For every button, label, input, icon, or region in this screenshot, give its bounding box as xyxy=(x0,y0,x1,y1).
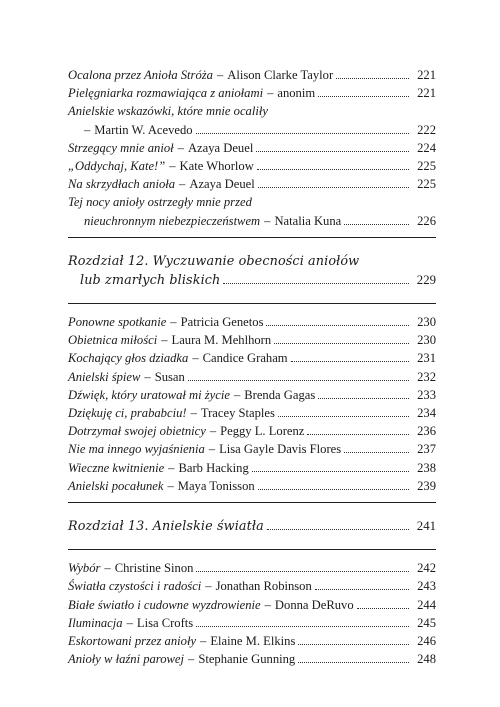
entry-title: Pielęgniarka rozmawiająca z aniołami xyxy=(68,86,264,101)
toc-entry-title-line xyxy=(68,102,436,120)
dot-leader xyxy=(267,529,409,530)
dot-leader xyxy=(307,434,409,435)
dot-leader xyxy=(298,644,409,645)
toc-entry: Eskortowani przez anioły – Elaine M. Elkins 246 xyxy=(68,632,436,650)
entry-author: Laura M. Mehlhorn xyxy=(171,333,272,348)
entry-title: Dziękuję ci, prababciu! xyxy=(68,406,187,421)
entry-title: „Oddychaj, Kate!” xyxy=(68,159,166,174)
entry-author: Kate Whorlow xyxy=(179,159,254,174)
dot-leader xyxy=(336,78,409,79)
toc-entry: Strzegący mnie anioł – Azaya Deuel 224 xyxy=(68,139,436,157)
entry-page: 244 xyxy=(417,597,436,612)
chapter-heading xyxy=(68,512,436,542)
entry-page: 232 xyxy=(417,369,436,384)
chapter-heading xyxy=(68,247,436,296)
entry-page: 236 xyxy=(417,424,436,439)
entry-author: Donna DeRuvo xyxy=(274,597,354,612)
entry-page: 225 xyxy=(417,177,436,192)
entry-author: Maya Tonisson xyxy=(177,478,255,493)
entry-author: Christine Sinon xyxy=(114,561,194,576)
chapter-title: Rozdział 13. Anielskie światła xyxy=(68,519,264,535)
entry-author: Lisa Crofts xyxy=(136,615,194,630)
entry-page: 243 xyxy=(417,579,436,594)
entry-title: Tej nocy anioły ostrzegły mnie przed xyxy=(68,195,252,210)
entry-title-continued: nieuchronnym niebezpieczeństwem xyxy=(84,213,261,228)
dot-leader xyxy=(196,626,409,627)
entry-author: Tracey Staples xyxy=(200,406,275,421)
entry-page: 233 xyxy=(417,387,436,402)
dot-leader xyxy=(298,662,409,663)
entry-title: Dźwięk, który uratował mi życie xyxy=(68,387,230,402)
table-of-contents xyxy=(68,66,436,668)
toc-entry: Kochający głos dziadka – Candice Graham 231 xyxy=(68,349,436,367)
section-divider xyxy=(68,237,436,238)
dot-leader xyxy=(344,452,409,453)
entry-author: Susan xyxy=(154,369,185,384)
entry-page: 230 xyxy=(417,315,436,330)
toc-entry: Nie ma innego wyjaśnienia – Lisa Gayle Davis Flores 237 xyxy=(68,440,436,458)
entry-title: Wybór xyxy=(68,561,101,576)
entry-title: Obietnica miłości xyxy=(68,333,158,348)
chapter-title-continued: lub zmarłych bliskich xyxy=(80,272,221,288)
entry-page: 246 xyxy=(417,634,436,649)
dot-leader xyxy=(274,343,409,344)
entry-page: 248 xyxy=(417,652,436,667)
section-divider xyxy=(68,303,436,304)
dot-leader xyxy=(291,361,409,362)
section-divider xyxy=(68,549,436,550)
dot-leader xyxy=(318,398,409,399)
entry-page: 242 xyxy=(417,561,436,576)
dot-leader xyxy=(223,283,409,284)
entry-page: 230 xyxy=(417,333,436,348)
dot-leader xyxy=(188,380,409,381)
toc-entry: Ocalona przez Anioła Stróża – Alison Clarke Taylor 221 xyxy=(68,66,436,84)
toc-entry: Dźwięk, który uratował mi życie – Brenda Gagas 233 xyxy=(68,386,436,404)
toc-entry-title-line xyxy=(68,193,436,211)
entry-author: Jonathan Robinson xyxy=(215,579,312,594)
toc-entry: Białe światło i cudowne wyzdrowienie – Donna DeRuvo 244 xyxy=(68,596,436,614)
entry-author: Natalia Kuna xyxy=(274,213,342,228)
toc-entry: nieuchronnym niebezpieczeństwem – Natalia Kuna 226 xyxy=(68,212,436,230)
entry-title: Na skrzydłach anioła xyxy=(68,177,176,192)
dot-leader xyxy=(196,571,409,572)
entry-title: Dotrzymał swojej obietnicy xyxy=(68,424,206,439)
dot-leader xyxy=(196,133,409,134)
toc-entry: Pielęgniarka rozmawiająca z aniołami – anonim 221 xyxy=(68,84,436,102)
entry-author: anonim xyxy=(277,86,316,101)
toc-entry: Dziękuję ci, prababciu! – Tracey Staples 234 xyxy=(68,404,436,422)
entry-page: 224 xyxy=(417,140,436,155)
entry-title: Eskortowani przez anioły xyxy=(68,634,197,649)
toc-entry: Anielski śpiew – Susan 232 xyxy=(68,368,436,386)
entry-title: Anielski pocałunek xyxy=(68,478,164,493)
dot-leader xyxy=(258,187,409,188)
entry-page: 225 xyxy=(417,159,436,174)
chapter-title: Rozdział 12. Wyczuwanie obecności aniołów xyxy=(68,253,360,269)
entry-author: Patricia Genetos xyxy=(180,315,264,330)
toc-entry: Iluminacja – Lisa Crofts 245 xyxy=(68,614,436,632)
toc-entry: Dotrzymał swojej obietnicy – Peggy L. Lorenz 236 xyxy=(68,422,436,440)
entry-title: Strzegący mnie anioł xyxy=(68,140,174,155)
toc-entry: Na skrzydłach anioła – Azaya Deuel 225 xyxy=(68,175,436,193)
entry-title: Ocalona przez Anioła Stróża xyxy=(68,68,213,82)
entry-title: Anielski śpiew xyxy=(68,369,141,384)
toc-entry: Światła czystości i radości – Jonathan Robinson 243 xyxy=(68,577,436,595)
entry-page: 239 xyxy=(417,478,436,493)
entry-author: Stephanie Gunning xyxy=(198,652,296,667)
entry-author: Martin W. Acevedo xyxy=(94,122,193,137)
entry-author: Peggy L. Lorenz xyxy=(220,424,305,439)
entry-author: Azaya Deuel xyxy=(187,140,254,155)
entry-title: Ponowne spotkanie xyxy=(68,315,167,330)
entry-page: 238 xyxy=(417,460,436,475)
dot-leader xyxy=(258,489,409,490)
entry-page: 237 xyxy=(417,442,436,457)
entry-page: 245 xyxy=(417,615,436,630)
dot-leader xyxy=(257,169,409,170)
entry-page: 222 xyxy=(417,122,436,137)
dot-leader xyxy=(318,96,409,97)
dot-leader xyxy=(357,608,409,609)
entry-page: 234 xyxy=(417,406,436,421)
entry-title: Światła czystości i radości xyxy=(68,579,202,594)
entry-page: 221 xyxy=(417,86,436,101)
toc-entry: Wybór – Christine Sinon 242 xyxy=(68,559,436,577)
dot-leader xyxy=(256,151,409,152)
entry-author: Brenda Gagas xyxy=(244,387,316,402)
entry-title: Kochający głos dziadka xyxy=(68,351,189,366)
entry-title: Iluminacja xyxy=(68,615,123,630)
dot-leader xyxy=(266,325,409,326)
entry-page: 231 xyxy=(417,351,436,366)
toc-entry: Anioły w łaźni parowej – Stephanie Gunning 248 xyxy=(68,650,436,668)
section-divider xyxy=(68,502,436,503)
toc-entry: Anielski pocałunek – Maya Tonisson 239 xyxy=(68,477,436,495)
entry-author: Alison Clarke Taylor xyxy=(227,68,334,82)
dot-leader xyxy=(278,416,409,417)
entry-author: Lisa Gayle Davis Flores xyxy=(219,442,342,457)
entry-page: 226 xyxy=(417,213,436,228)
toc-entry: Wieczne kwitnienie – Barb Hacking 238 xyxy=(68,459,436,477)
toc-entry: – Martin W. Acevedo 222 xyxy=(68,121,436,139)
entry-title: Białe światło i cudowne wyzdrowienie xyxy=(68,597,261,612)
dot-leader xyxy=(252,471,409,472)
toc-entry: Ponowne spotkanie – Patricia Genetos 230 xyxy=(68,313,436,331)
dot-leader xyxy=(344,224,409,225)
entry-page: 221 xyxy=(417,68,436,82)
chapter-page: 241 xyxy=(416,519,436,534)
toc-entry: Obietnica miłości – Laura M. Mehlhorn 230 xyxy=(68,331,436,349)
dot-leader xyxy=(315,589,409,590)
entry-title: Anielskie wskazówki, które mnie ocaliły xyxy=(68,104,268,119)
entry-author: Barb Hacking xyxy=(178,460,249,475)
toc-entry: „Oddychaj, Kate!” – Kate Whorlow 225 xyxy=(68,157,436,175)
entry-title: Anioły w łaźni parowej xyxy=(68,652,185,667)
chapter-page: 229 xyxy=(416,272,436,287)
entry-title: Nie ma innego wyjaśnienia xyxy=(68,442,205,457)
entry-author: Elaine M. Elkins xyxy=(210,634,296,649)
entry-author: Azaya Deuel xyxy=(189,177,255,192)
entry-title: Wieczne kwitnienie xyxy=(68,460,165,475)
entry-author: Candice Graham xyxy=(202,351,288,366)
